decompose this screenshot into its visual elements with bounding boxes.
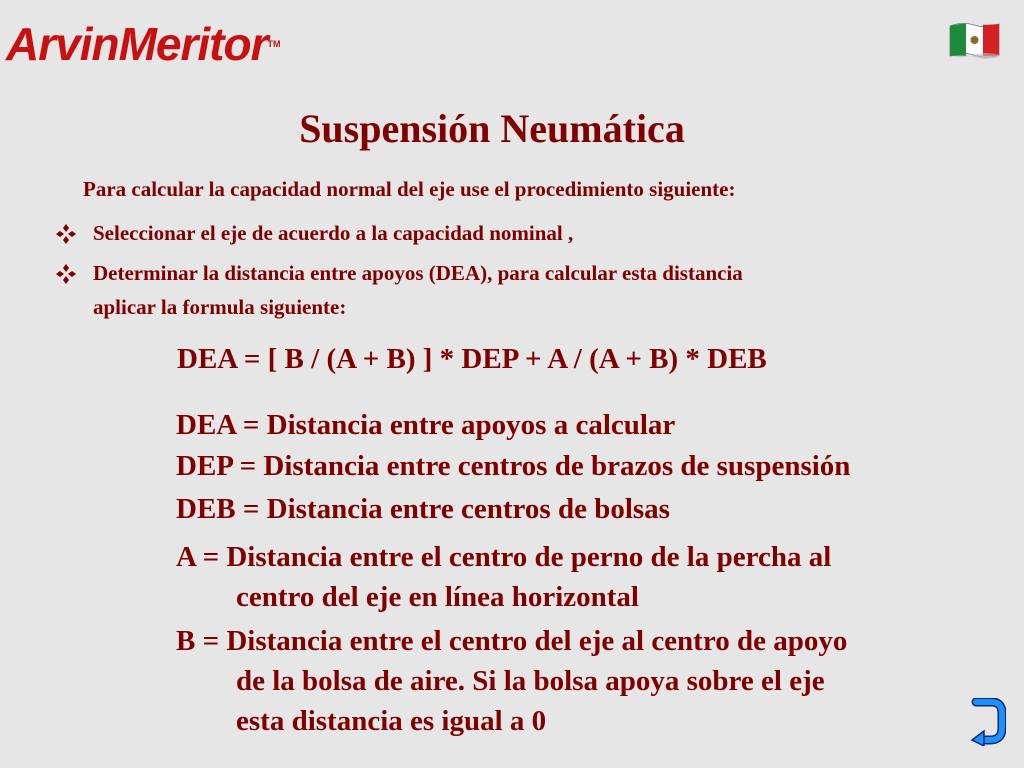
definition-text-continuation: centro del eje en línea horizontal	[236, 581, 639, 613]
return-arrow-icon[interactable]	[968, 698, 1006, 746]
slide-title: Suspensión Neumática	[299, 106, 685, 151]
definition-text: A = Distancia entre el centro de perno de la percha al	[176, 541, 832, 573]
definition-a	[176, 537, 831, 617]
mexico-flag-icon	[948, 20, 1001, 60]
definition-dea	[176, 405, 675, 445]
diamond-bullet-icon	[56, 224, 76, 244]
logo-text: ArvinMeritor	[6, 18, 268, 70]
definition-deb	[176, 489, 670, 529]
trademark-mark: TM	[267, 39, 281, 49]
bullet-text-continuation: aplicar la formula siguiente:	[93, 295, 347, 319]
definition-text: B = Distancia entre el centro del eje al centro de apoyo	[176, 625, 848, 657]
definition-text: DEA = Distancia entre apoyos a calcular	[176, 409, 676, 441]
definition-text-continuation: de la bolsa de aire. Si la bolsa apoya sobre el eje	[236, 665, 825, 697]
bullet-text: Determinar la distancia entre apoyos (DEA), para calcular esta distancia	[93, 261, 743, 285]
formula: DEA = [ B / (A + B) ] * DEP + A / (A + B) * DEB	[177, 343, 767, 375]
intro-text: Para calcular la capacidad normal del eje use el procedimiento siguiente:	[83, 177, 736, 201]
definition-b	[176, 621, 847, 741]
definition-text: DEP = Distancia entre centros de brazos de suspensión	[176, 450, 851, 482]
definition-text-continuation: esta distancia es igual a 0	[236, 705, 547, 737]
definition-dep	[176, 446, 850, 486]
diamond-bullet-icon	[56, 264, 76, 284]
company-logo	[6, 18, 280, 70]
bullet-text: Seleccionar el eje de acuerdo a la capacidad nominal ,	[93, 221, 574, 245]
definition-text: DEB = Distancia entre centros de bolsas	[176, 493, 670, 525]
